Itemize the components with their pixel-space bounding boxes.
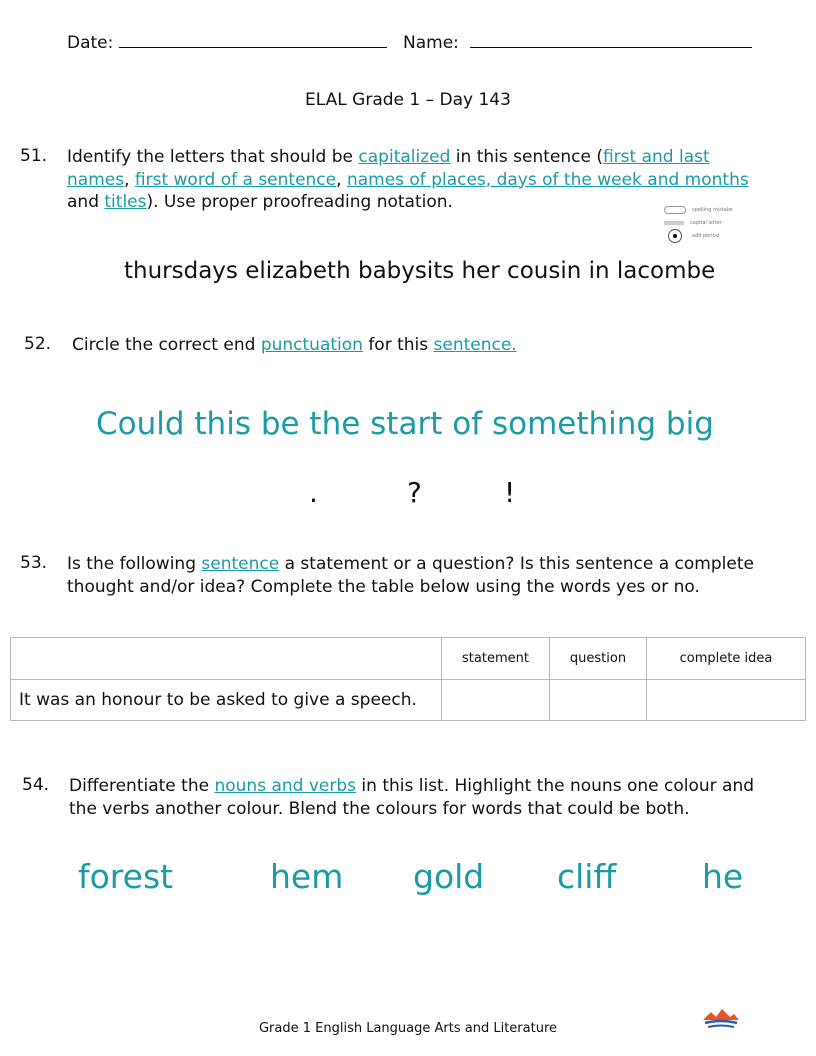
q53-instructions (67, 553, 797, 598)
table-header-statement: statement (442, 638, 550, 680)
option-period[interactable]: . (309, 476, 318, 509)
q54-instructions (69, 775, 799, 820)
capital-mark-icon (664, 221, 684, 225)
table-cell-question[interactable] (550, 680, 647, 721)
date-label: Date: (67, 33, 114, 53)
q52-sentence: Could this be the start of something big (96, 406, 714, 442)
option-exclamation[interactable]: ! (504, 476, 516, 509)
q51-text: in this sentence ( (450, 147, 603, 167)
footer-text: Grade 1 English Language Arts and Literature (258, 1021, 558, 1036)
link-places-days-months[interactable]: names of places, days of the week and months (346, 169, 749, 190)
q53-text: a statement or a question? Is this sentence a complete (279, 554, 754, 574)
q52-text: for this (362, 335, 434, 355)
page-title: ELAL Grade 1 – Day 143 (305, 90, 511, 110)
proofreading-legend (664, 203, 733, 242)
link-sentence[interactable]: sentence. (433, 335, 517, 355)
table-header-row (11, 638, 806, 680)
q52-text: Circle the correct end (72, 335, 261, 355)
q51-text: , (124, 169, 135, 190)
link-titles[interactable]: titles (104, 192, 147, 212)
link-names[interactable]: names (67, 169, 125, 190)
link-sentence[interactable]: sentence (201, 554, 280, 574)
q51-text: ). Use proper proofreading notation. (146, 192, 453, 212)
legend-row (664, 216, 733, 229)
table-header-blank (11, 638, 442, 680)
add-period-icon (668, 229, 682, 243)
q53-text: Is the following (67, 554, 202, 574)
q51-instructions (67, 146, 767, 214)
legend-label: add period (692, 232, 719, 239)
link-capitalized[interactable]: capitalized (358, 147, 451, 167)
word-hem[interactable]: hem (270, 857, 344, 896)
spelling-oval-icon (664, 206, 686, 214)
q54-number: 54. (22, 775, 50, 795)
q53-text: thought and/or idea? Complete the table below using the words yes or no. (67, 576, 700, 597)
table-row (11, 680, 806, 721)
q51-text: , (336, 169, 347, 190)
table-header-complete-idea: complete idea (647, 638, 806, 680)
link-punctuation[interactable]: punctuation (260, 335, 363, 355)
q54-text: in this list. Highlight the nouns one colour and (356, 776, 755, 796)
table-header-question: question (550, 638, 647, 680)
publisher-logo-icon (702, 1006, 740, 1030)
table-cell-sentence: It was an honour to be asked to give a speech. (11, 680, 442, 721)
name-line (403, 33, 752, 53)
q51-sentence: thursdays elizabeth babysits her cousin in lacombe (124, 258, 716, 284)
option-question-mark[interactable]: ? (407, 476, 422, 509)
q53-number: 53. (20, 553, 48, 573)
legend-row (664, 229, 733, 242)
date-blank[interactable] (119, 33, 387, 48)
q51-text: Identify the letters that should be (67, 147, 359, 167)
word-gold[interactable]: gold (413, 857, 485, 896)
legend-label: capital letter (690, 219, 722, 226)
q51-text: and (67, 192, 105, 212)
word-forest[interactable]: forest (78, 857, 174, 896)
name-label: Name: (403, 33, 459, 53)
q52-instructions (72, 334, 517, 357)
table-cell-complete-idea[interactable] (647, 680, 806, 721)
q54-text: Differentiate the (69, 776, 215, 796)
link-first-and-last[interactable]: first and last (602, 147, 710, 167)
word-cliff[interactable]: cliff (557, 857, 617, 896)
q52-number: 52. (24, 334, 52, 354)
link-first-word[interactable]: first word of a sentence (134, 169, 337, 190)
link-nouns-and-verbs[interactable]: nouns and verbs (214, 776, 357, 796)
date-line (67, 33, 387, 53)
table-cell-statement[interactable] (442, 680, 550, 721)
q54-text: the verbs another colour. Blend the colours for words that could be both. (69, 798, 690, 819)
legend-row (664, 203, 733, 216)
legend-label: spelling mistake (692, 206, 733, 213)
q51-number: 51. (20, 146, 48, 166)
q53-table (10, 637, 806, 721)
word-he[interactable]: he (702, 857, 744, 896)
name-blank[interactable] (470, 33, 752, 48)
